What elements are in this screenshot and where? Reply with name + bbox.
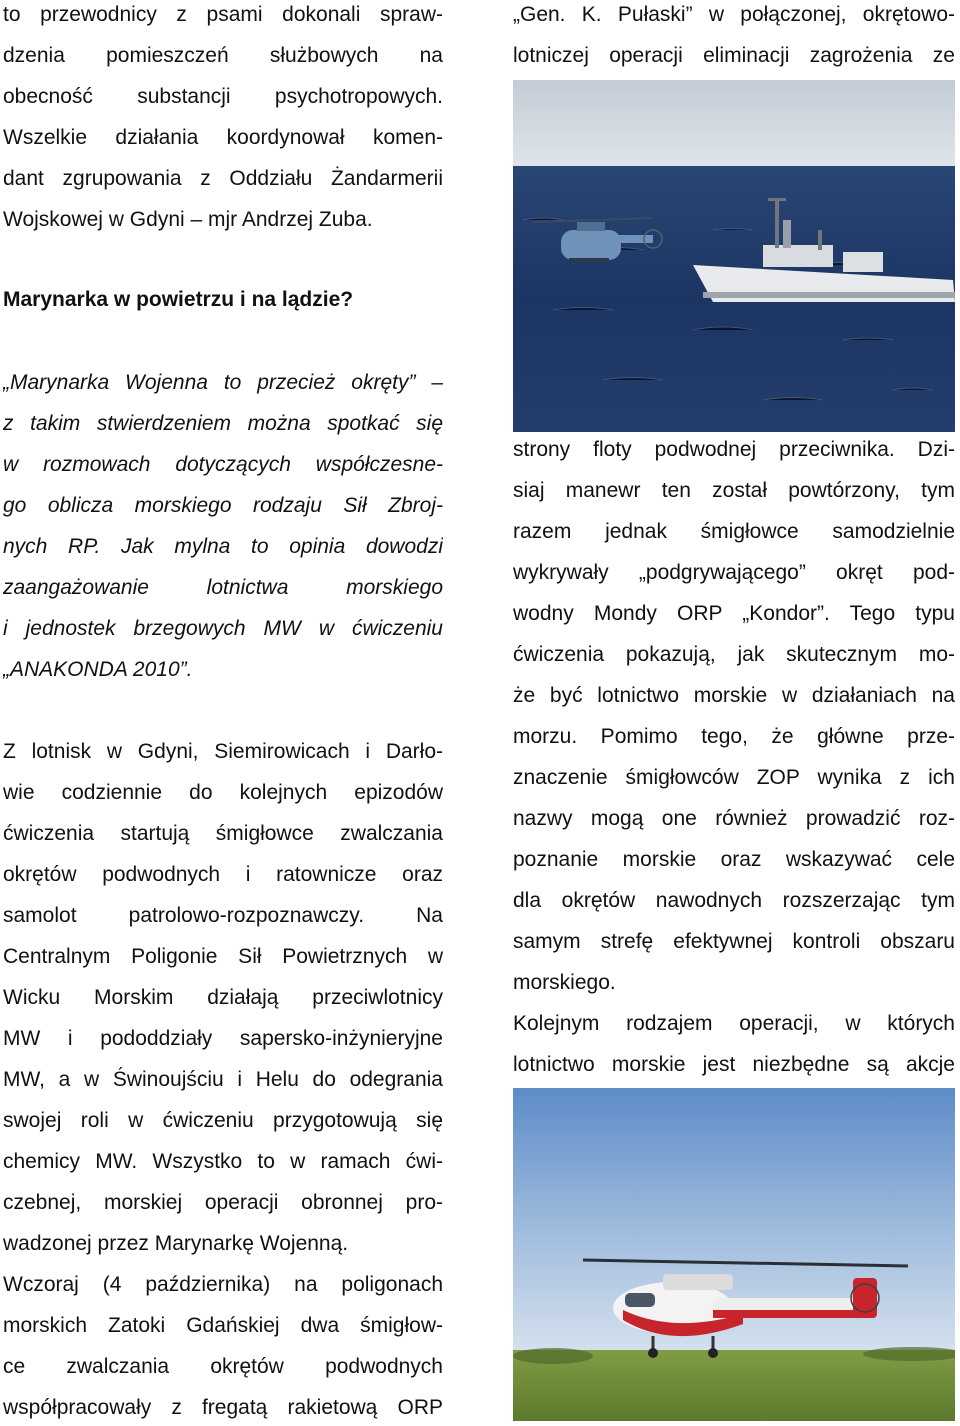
photo-rescue-helicopter [513, 1088, 955, 1421]
text-line: dla okrętów nawodnych rozszerzając tym [513, 889, 955, 912]
text-line: lotniczej operacji eliminacji zagrożenia ze [513, 44, 955, 67]
text-line: „Gen. K. Pułaski” w połączonej, okrętowo- [513, 3, 955, 26]
lead-line: go oblicza morskiego rodzaju Sił Zbroj- [3, 494, 443, 517]
text-line: współpracowały z fregatą rakietową ORP [3, 1396, 443, 1419]
text-line: MW i pododdziały sapersko-inżynieryjne [3, 1027, 443, 1050]
text-line: razem jednak śmigłowce samodzielnie [513, 520, 955, 543]
text-line: Centralnym Poligonie Sił Powietrznych w [3, 945, 443, 968]
text-line: MW, a w Świnoujściu i Helu do odegrania [3, 1068, 443, 1091]
text-line: swojej roli w ćwiczeniu przygotowują się [3, 1109, 443, 1132]
text-line: morskich Zatoki Gdańskiej dwa śmigłow- [3, 1314, 443, 1337]
lead-line: „Marynarka Wojenna to przecież okręty” – [3, 371, 443, 394]
text-line: że być lotnictwo morskie w działaniach na [513, 684, 955, 707]
section-heading: Marynarka w powietrzu i na lądzie? [3, 288, 354, 311]
text-line: siaj manewr ten został powtórzony, tym [513, 479, 955, 502]
text-line: lotnictwo morskie jest niezbędne są akcje [513, 1053, 955, 1076]
text-line: znaczenie śmigłowców ZOP wynika z ich [513, 766, 955, 789]
lead-line: „ANAKONDA 2010”. [3, 658, 193, 681]
text-line: Wczoraj (4 października) na poligonach [3, 1273, 443, 1296]
text-line: wie codziennie do kolejnych epizodów [3, 781, 443, 804]
helicopter-and-frigate-at-sea-icon [513, 80, 955, 432]
text-line: okrętów podwodnych i ratownicze oraz [3, 863, 443, 886]
lead-line: w rozmowach dotyczących współczesne- [3, 453, 443, 476]
text-line: dzenia pomieszczeń służbowych na [3, 44, 443, 67]
text-line: obecność substancji psychotropowych. [3, 85, 443, 108]
text-line: ćwiczenia startują śmigłowce zwalczania [3, 822, 443, 845]
text-line: ćwiczenia pokazują, jak skutecznym mo- [513, 643, 955, 666]
text-line: Kolejnym rodzajem operacji, w których [513, 1012, 955, 1035]
text-line: nazwy mogą one również prowadzić roz- [513, 807, 955, 830]
text-line: chemicy MW. Wszystko to w ramach ćwi- [3, 1150, 443, 1173]
text-line: dant zgrupowania z Oddziału Żandarmerii [3, 167, 443, 190]
text-line: ce zwalczania okrętów podwodnych [3, 1355, 443, 1378]
text-line: morzu. Pomimo tego, że główne prze- [513, 725, 955, 748]
rescue-helicopter-over-field-icon [513, 1088, 955, 1421]
text-line: Wicku Morskim działają przeciwlotnicy [3, 986, 443, 1009]
lead-line: nych RP. Jak mylna to opinia dowodzi [3, 535, 443, 558]
text-line: Z lotnisk w Gdyni, Siemirowicach i Darło- [3, 740, 443, 763]
text-line: to przewodnicy z psami dokonali spraw- [3, 3, 443, 26]
text-line: samolot patrolowo-rozpoznawczy. Na [3, 904, 443, 927]
text-line: morskiego. [513, 971, 616, 994]
lead-line: z takim stwierdzeniem można spotkać się [3, 412, 443, 435]
photo-helicopter-frigate [513, 80, 955, 432]
text-line: Wojskowej w Gdyni – mjr Andrzej Zuba. [3, 208, 373, 231]
text-line: wodny Mondy ORP „Kondor”. Tego typu [513, 602, 955, 625]
text-line: wadzonej przez Marynarkę Wojenną. [3, 1232, 349, 1255]
lead-line: zaangażowanie lotnictwa morskiego [3, 576, 443, 599]
text-line: Wszelkie działania koordynował komen- [3, 126, 443, 149]
lead-line: i jednostek brzegowych MW w ćwiczeniu [3, 617, 443, 640]
text-line: strony floty podwodnej przeciwnika. Dzi- [513, 438, 955, 461]
text-line: poznanie morskie oraz wskazywać cele [513, 848, 955, 871]
text-line: czebnej, morskiej operacji obronnej pro- [3, 1191, 443, 1214]
text-line: wykrywały „podgrywającego” okręt pod- [513, 561, 955, 584]
text-line: samym strefę efektywnej kontroli obszaru [513, 930, 955, 953]
